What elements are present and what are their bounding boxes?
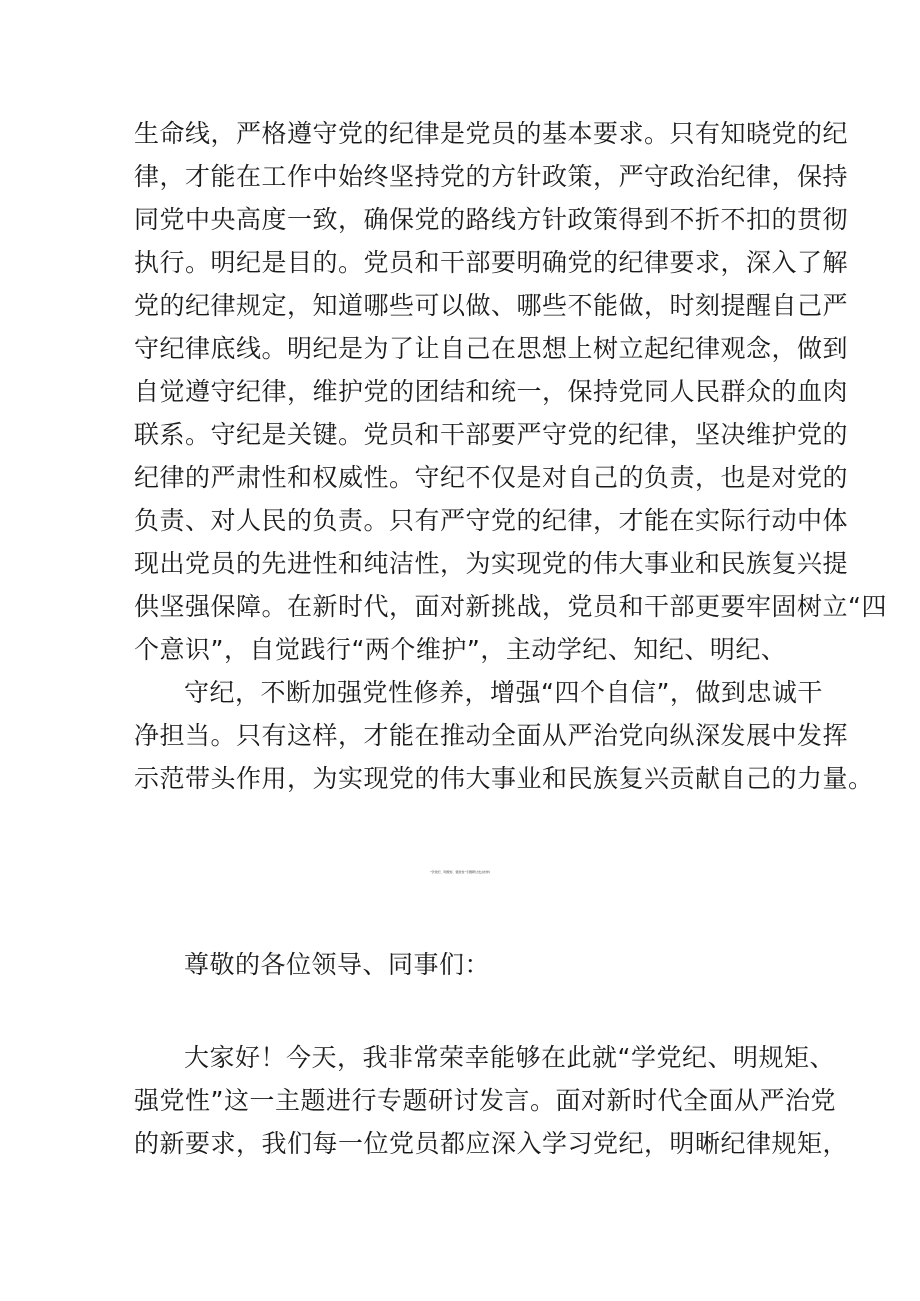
body-line: 同党中央高度一致，确保党的路线方针政策得到不折不扣的贯彻 [134,205,849,234]
body-line: 守纪律底线。明纪是为了让自己在思想上树立起纪律观念，做到 [134,334,849,363]
document-title: “学党纪、明规矩、强党性”专题研讨发言材料 [429,870,491,874]
body-line: 联系。守纪是关键。党员和干部要严守党的纪律，坚决维护党的 [134,420,849,449]
body-line: 供坚强保障。在新时代，面对新挑战，党员和干部更要牢固树立“四 [134,592,887,621]
body-line: 党的纪律规定，知道哪些可以做、哪些不能做，时刻提醒自己严 [134,291,849,320]
body-line: 净担当。只有这样，才能在推动全面从严治党向纵深发展中发挥 [134,721,849,750]
opening-line: 的新要求，我们每一位党员都应深入学习党纪，明晰纪律规矩， [134,1129,849,1158]
opening-line: 强党性”这一主题进行专题研讨发言。面对新时代全面从严治党 [134,1086,836,1115]
body-line: 纪律的严肃性和权威性。守纪不仅是对自己的负责，也是对党的 [134,463,849,492]
body-line: 生命线，严格遵守党的纪律是党员的基本要求。只有知晓党的纪 [134,119,849,148]
body-line: 自觉遵守纪律，维护党的团结和统一，保持党同人民群众的血肉 [134,377,849,406]
body-line: 律，才能在工作中始终坚持党的方针政策，严守政治纪律，保持 [134,162,849,191]
body-line: 现出党员的先进性和纯洁性，为实现党的伟大事业和民族复兴提 [134,549,849,578]
body-line: 负责、对人民的负责。只有严守党的纪律，才能在实际行动中体 [134,506,849,535]
body-line: 个意识”，自觉践行“两个维护”，主动学纪、知纪、明纪、 [134,635,787,664]
salutation: 尊敬的各位领导、同事们： [184,950,491,979]
opening-line: 大家好！今天，我非常荣幸能够在此就“学党纪、明规矩、 [184,1043,835,1072]
body-line: 守纪，不断加强党性修养，增强“四个自信”，做到忠诚干 [184,678,823,707]
body-line: 执行。明纪是目的。党员和干部要明确党的纪律要求，深入了解 [134,248,849,277]
body-line: 示范带头作用，为实现党的伟大事业和民族复兴贡献自己的力量。 [134,764,874,793]
